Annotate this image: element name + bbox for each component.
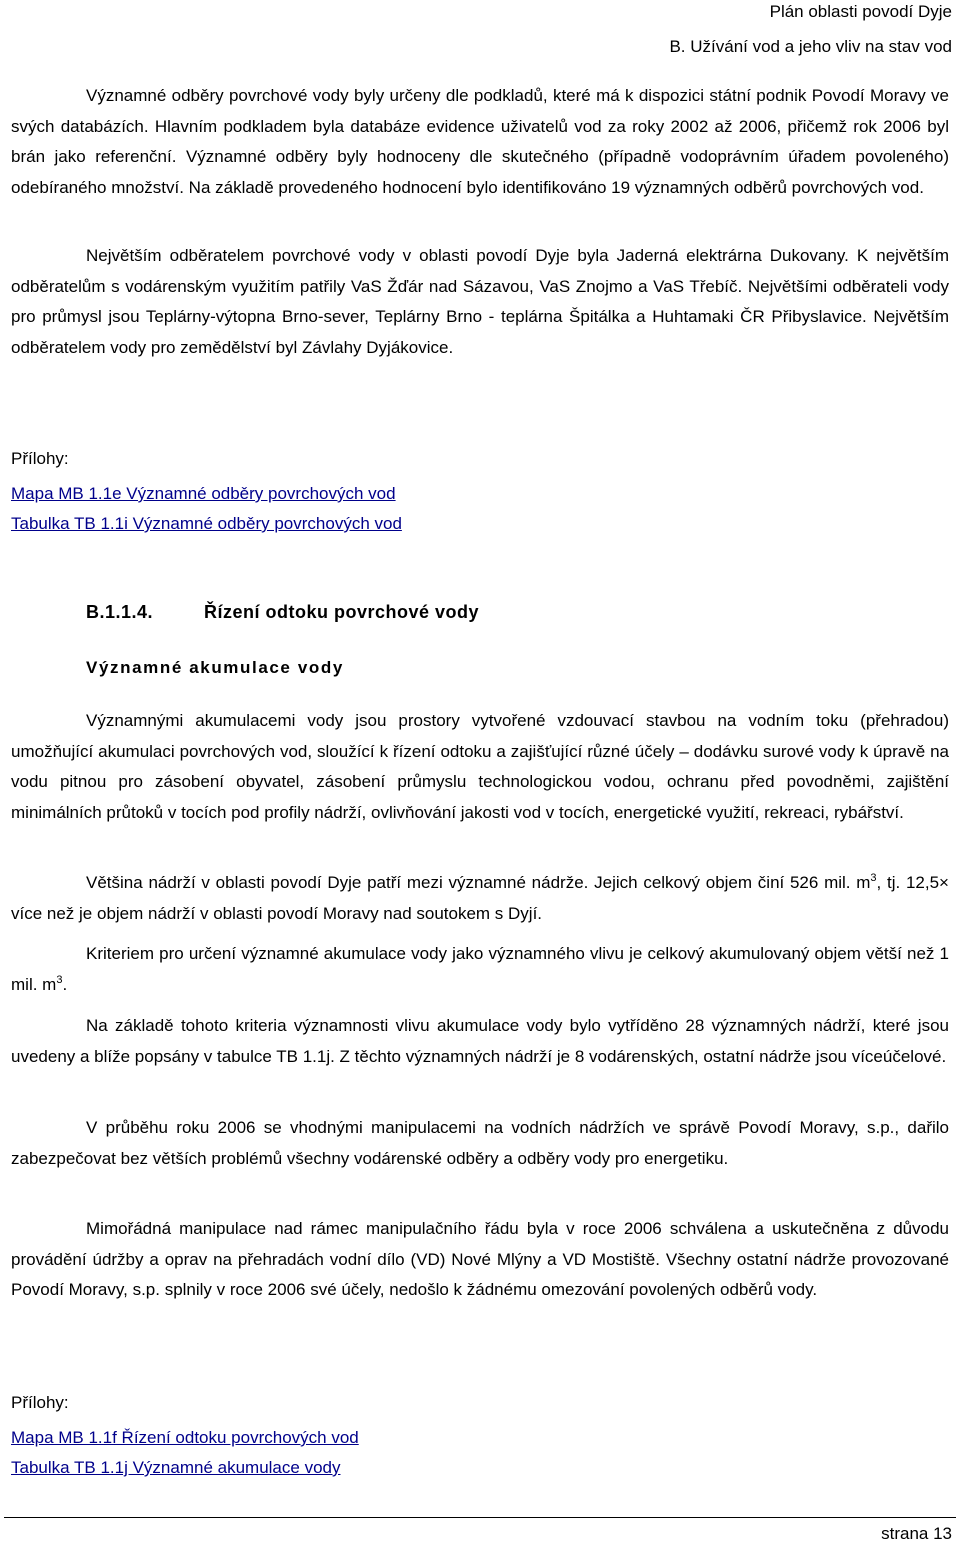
superscript-3: 3 [870, 872, 877, 884]
link-table-tb-1-1i[interactable]: Tabulka TB 1.1i Významné odběry povrchových vod [11, 514, 402, 533]
attachments-label: Přílohy: [11, 449, 69, 468]
criterion-text: Kriteriem pro určení významné akumulace vody jako významného vlivu je celkový akumulovaný objem větší než 1 mil. m [11, 944, 949, 994]
link-map-mb-1-1e[interactable]: Mapa MB 1.1e Významné odběry povrchových vod [11, 484, 396, 503]
paragraph-manipulations-2006: V průběhu roku 2006 se vhodnými manipulacemi na vodních nádržích ve správě Povodí Moravy, s.p., dařilo zabezpečovat bez větších problémů všechny vodárenské odběry a odběry vody pro energetiku. [11, 1118, 949, 1168]
section-title: Řízení odtoku povrchové vody [204, 602, 480, 622]
subsection-heading: Významné akumulace vody [86, 658, 344, 677]
reservoir-volume-text-cont: , tj. 12,5× více než je objem nádrží v oblasti povodí Moravy nad soutokem s Dyjí. [11, 873, 949, 923]
paragraph-criterion [11, 939, 949, 1000]
page-number: strana 13 [881, 1524, 952, 1543]
paragraph-reservoir-volume [11, 868, 949, 929]
paragraph-largest-consumers: Největším odběratelem povrchové vody v oblasti povodí Dyje byla Jaderná elektrárna Dukovany. K největším odběratelům s vodárenským využitím patřily VaS Žďár nad Sázavou, VaS Znojmo a VaS Třebíč. Největšími odběrateli vody pro průmysl jsou Teplárny-výtopna Brno-sever, Teplárny Brno - teplárna Špitálka a Huhtamaki ČR Přibyslavice. Největším odběratelem vody pro zemědělství byl Závlahy Dyjákovice. [11, 246, 949, 357]
attachments-label-2: Přílohy: [11, 1393, 69, 1412]
superscript-3: 3 [56, 973, 63, 986]
paragraph-selected-reservoirs: Na základě tohoto kriteria významnosti vlivu akumulace vody bylo vytříděno 28 významných nádrží, které jsou uvedeny a blíže popsány v tabulce TB 1.1j. Z těchto významných nádrží je 8 vodárenských, ostatní nádrže jsou víceúčelové. [11, 1016, 949, 1066]
criterion-text-end: . [62, 974, 68, 994]
section-number: B.1.1.4. [86, 602, 154, 622]
paragraph-significant-withdrawals: Významné odběry povrchové vody byly určeny dle podkladů, které má k dispozici státní podnik Povodí Moravy ve svých databázích. Hlavním podkladem byla databáze evidence uživatelů vod za roky 2002 až 2006, přičemž rok 2006 byl brán jako referenční. Významné odběry byly hodnoceny dle skutečného (případně vodoprávním úřadem povoleného) odebíraného množství. Na základě provedeného hodnocení bylo identifikováno 19 významných odběrů povrchových vod. [11, 86, 949, 197]
paragraph-accumulations-definition: Významnými akumulacemi vody jsou prostory vytvořené vzdouvací stavbou na vodním toku (přehradou) umožňující akumulaci povrchových vod, sloužící k řízení odtoku a zajišťující různé účely – dodávku surové vody k úpravě na vodu pitnou pro zásobení obyvatel, zásobení průmyslu technologickou vodou, ochranu před povodněmi, zajištění minimálních průtoků v tocích pod profily nádrží, ovlivňování jakosti vod v tocích, energetické využití, rekreaci, rybářství. [11, 711, 949, 822]
link-table-tb-1-1j[interactable]: Tabulka TB 1.1j Významné akumulace vody [11, 1458, 341, 1477]
running-header-title: Plán oblasti povodí Dyje [769, 2, 952, 21]
footer-divider [4, 1517, 956, 1518]
link-map-mb-1-1f[interactable]: Mapa MB 1.1f Řízení odtoku povrchových vod [11, 1428, 359, 1447]
reservoir-volume-text: Většina nádrží v oblasti povodí Dyje patří mezi významné nádrže. Jejich celkový objem činí 526 mil. m [86, 873, 871, 892]
paragraph-extraordinary-manipulation: Mimořádná manipulace nad rámec manipulačního řádu byla v roce 2006 schválena a uskutečněna z důvodu provádění údržby a oprav na přehradách vodní dílo (VD) Nové Mlýny a VD Mostiště. Všechny ostatní nádrže provozované Povodí Moravy, s.p. splnily v roce 2006 své účely, nedošlo k žádnému omezování povolených odběrů vody. [11, 1219, 949, 1299]
running-header-chapter: B. Užívání vod a jeho vliv na stav vod [669, 37, 952, 56]
